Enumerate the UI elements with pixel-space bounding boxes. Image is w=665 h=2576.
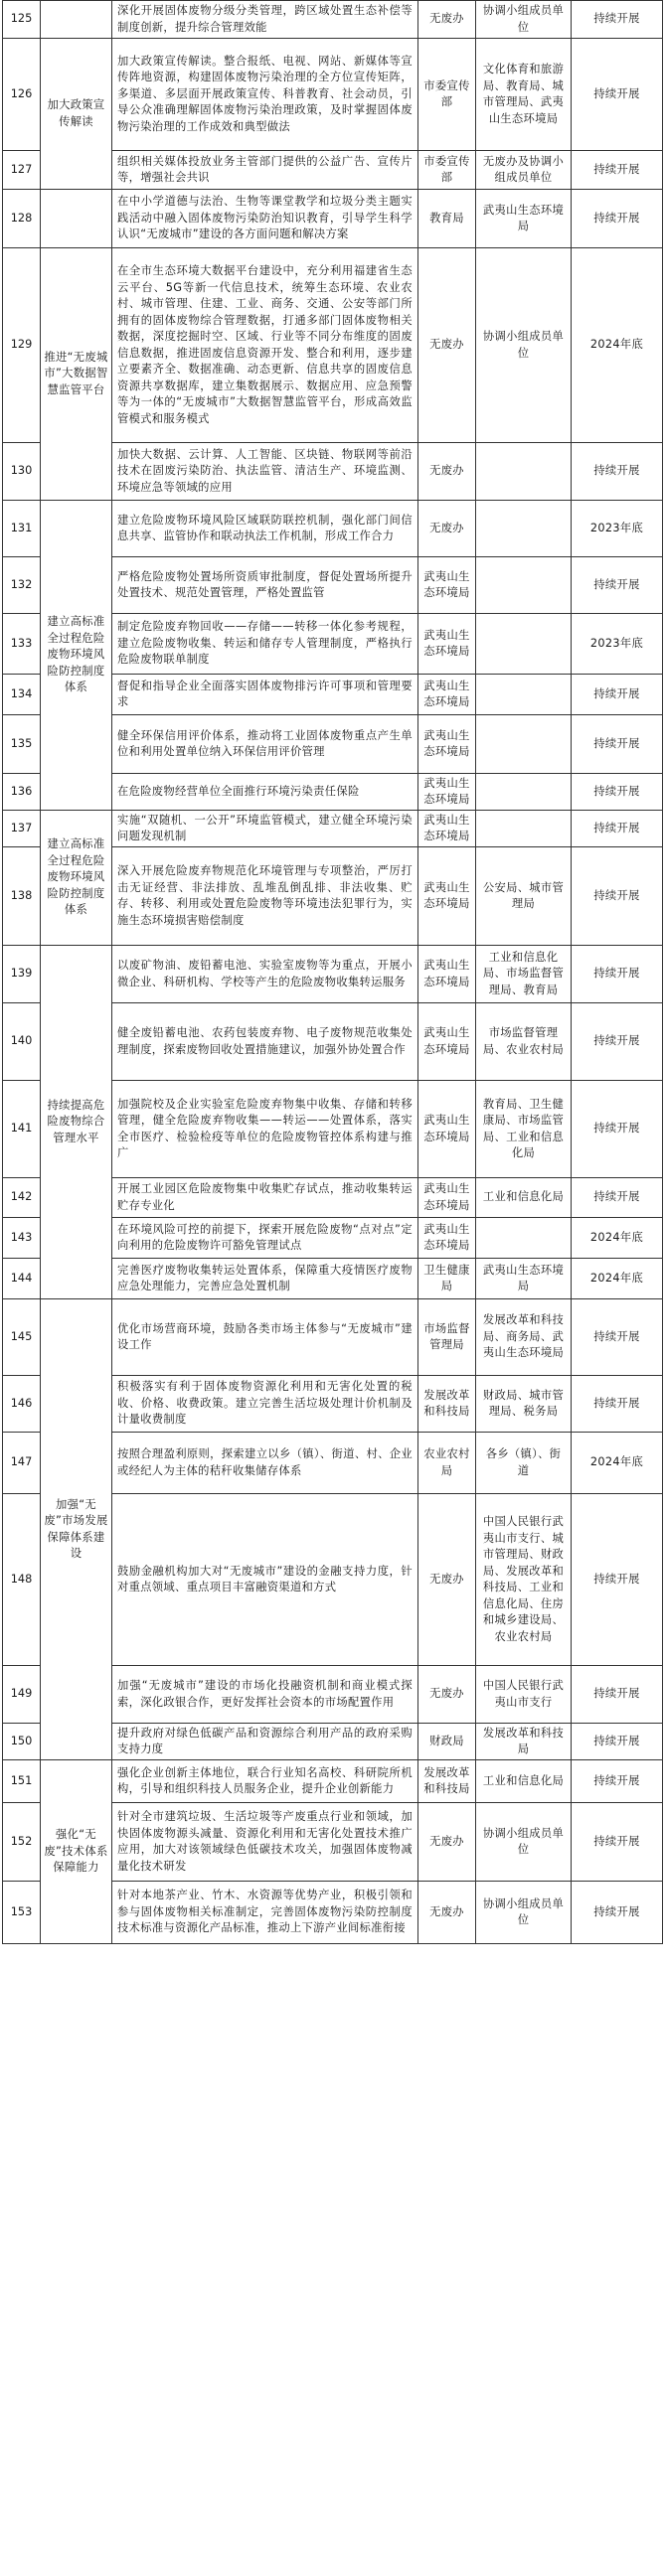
deadline: 2023年底: [572, 614, 663, 675]
cooperating-units: 工业和信息化局、市场监督管理局、教育局: [476, 946, 572, 1003]
task-description: 开展工业园区危险废物集中收集贮存试点，推动收集转运贮存专业化: [112, 1178, 418, 1218]
table-row: [3, 811, 663, 847]
lead-unit: 武夷山生态环境局: [418, 614, 476, 675]
task-category: [41, 190, 112, 248]
task-description: 健全废铅蓄电池、农药包装废弃物、电子废物规范收集处理制度，探索废物回收处置措施建议，加强外协处置合作: [112, 1003, 418, 1081]
task-description: 鼓励金融机构加大对“无废城市”建设的金融支持力度，针对重点领域、重点项目丰富融资渠道和方式: [112, 1494, 418, 1666]
table-row: [3, 248, 663, 443]
cooperating-units: [476, 557, 572, 614]
cooperating-units: 各乡（镇）、街道: [476, 1433, 572, 1494]
lead-unit: 无废办: [418, 1803, 476, 1882]
task-description: 优化市场营商环境，鼓励各类市场主体参与“无废城市”建设工作: [112, 1299, 418, 1376]
item-number: 148: [3, 1494, 41, 1666]
lead-unit: 市场监督管理局: [418, 1299, 476, 1376]
cooperating-units: 发展改革和科技局、商务局、武夷山生态环境局: [476, 1299, 572, 1376]
lead-unit: 武夷山生态环境局: [418, 1081, 476, 1178]
task-description: 加强院校及企业实验室危险废弃物集中收集、存储和转移管理，健全危险废弃物收集——转运——处置体系，落实全市医疗、检验检疫等单位的危险废物管控体系构建与推广: [112, 1081, 418, 1178]
item-number: 147: [3, 1433, 41, 1494]
deadline: 持续开展: [572, 811, 663, 847]
task-description: 加强“无废城市”建设的市场化投融资机制和商业模式探索，深化政银合作，更好发挥社会资本的市场配置作用: [112, 1666, 418, 1724]
item-number: 133: [3, 614, 41, 675]
deadline: 持续开展: [572, 1003, 663, 1081]
deadline: 持续开展: [572, 774, 663, 811]
cooperating-units: 教育局、卫生健康局、市场监管局、工业和信息化局: [476, 1081, 572, 1178]
deadline: 持续开展: [572, 1760, 663, 1803]
task-description: 在全市生态环境大数据平台建设中，充分利用福建省生态云平台、5G等新一代信息技术，统筹生态环境、农业农村、城市管理、住建、工业、商务、交通、公安等部门所拥有的固体废物综合管理数据，打通多部门固体废物相关数据，深度挖掘时空、区域、行业等不同分布维度的固废信息数据，推进固废信息资源开发、整合和利用，逐步建立要素齐全、数据准确、动态更新、信息共享的固废信息资源共享数据库，建立集数据展示、数据应用、应急预警等为一体的“无废城市”大数据智慧监管平台，形成高效监管模式和服务模式: [112, 248, 418, 443]
task-description: 深化开展固体废物分级分类管理，跨区域处置生态补偿等制度创新，提升综合管理效能: [112, 1, 418, 39]
cooperating-units: 武夷山生态环境局: [476, 190, 572, 248]
lead-unit: 武夷山生态环境局: [418, 557, 476, 614]
task-description: 在中小学道德与法治、生物等课堂教学和垃圾分类主题实践活动中融入固体废物污染防治知识教育，引导学生科学认识“无废城市”建设的各方面问题和解决方案: [112, 190, 418, 248]
table-row: [3, 39, 663, 151]
lead-unit: 武夷山生态环境局: [418, 715, 476, 774]
cooperating-units: [476, 774, 572, 811]
cooperating-units: 协调小组成员单位: [476, 1882, 572, 1944]
deadline: 持续开展: [572, 1724, 663, 1760]
lead-unit: 无废办: [418, 1, 476, 39]
item-number: 128: [3, 190, 41, 248]
lead-unit: 武夷山生态环境局: [418, 1218, 476, 1259]
task-description: 督促和指导企业全面落实固体废物排污许可事项和管理要求: [112, 675, 418, 715]
item-number: 150: [3, 1724, 41, 1760]
task-category: 强化“无废”技术体系保障能力: [41, 1760, 112, 1944]
deadline: 2024年底: [572, 1218, 663, 1259]
task-description: 实施“双随机、一公开”环境监管模式，建立健全环境污染问题发现机制: [112, 811, 418, 847]
deadline: 2024年底: [572, 1433, 663, 1494]
item-number: 137: [3, 811, 41, 847]
task-description: 针对全市建筑垃圾、生活垃圾等产废重点行业和领域，加快固体废物源头减量、资源化利用和无害化处置技术推广应用，加大对该领域绿色低碳技术攻关，加强固体废物减量化技术研发: [112, 1803, 418, 1882]
lead-unit: 财政局: [418, 1724, 476, 1760]
deadline: 持续开展: [572, 1376, 663, 1433]
lead-unit: 武夷山生态环境局: [418, 1003, 476, 1081]
deadline: 持续开展: [572, 443, 663, 501]
item-number: 135: [3, 715, 41, 774]
cooperating-units: 无废办及协调小组成员单位: [476, 151, 572, 190]
lead-unit: 无废办: [418, 501, 476, 557]
item-number: 146: [3, 1376, 41, 1433]
lead-unit: 发展改革和科技局: [418, 1376, 476, 1433]
item-number: 130: [3, 443, 41, 501]
lead-unit: 武夷山生态环境局: [418, 774, 476, 811]
cooperating-units: 协调小组成员单位: [476, 1, 572, 39]
cooperating-units: [476, 715, 572, 774]
lead-unit: 农业农村局: [418, 1433, 476, 1494]
cooperating-units: 工业和信息化局: [476, 1178, 572, 1218]
task-description: 深入开展危险废弃物规范化环境管理与专项整治，严厉打击无证经营、非法排放、乱堆乱倒乱排、非法收集、贮存、转移、利用或处置危险废物等环境违法犯罪行为，实施生态环境损害赔偿制度: [112, 847, 418, 946]
cooperating-units: 武夷山生态环境局: [476, 1259, 572, 1299]
task-description: 完善医疗废物收集转运处置体系，保障重大疫情医疗废物应急处理能力，完善应急处置机制: [112, 1259, 418, 1299]
task-description: 按照合理盈利原则，探索建立以乡（镇）、街道、村、企业或经纪人为主体的秸秆收集储存体系: [112, 1433, 418, 1494]
item-number: 151: [3, 1760, 41, 1803]
item-number: 126: [3, 39, 41, 151]
item-number: 138: [3, 847, 41, 946]
table-row: [3, 1760, 663, 1803]
cooperating-units: [476, 614, 572, 675]
cooperating-units: 协调小组成员单位: [476, 1803, 572, 1882]
task-description: 健全环保信用评价体系，推动将工业固体废物重点产生单位和利用处置单位纳入环保信用评价管理: [112, 715, 418, 774]
deadline: 持续开展: [572, 1494, 663, 1666]
deadline: 持续开展: [572, 151, 663, 190]
deadline: 持续开展: [572, 190, 663, 248]
task-description: 加大政策宣传解读。整合报纸、电视、网站、新媒体等宣传阵地资源，构建固体废物污染治理的全方位宣传矩阵，多渠道、多层面开展政策宣传、科普教育、社会动员，引导公众准确理解固体废物污染治理政策，及时掌握固体废物污染治理的工作成效和典型做法: [112, 39, 418, 151]
item-number: 142: [3, 1178, 41, 1218]
lead-unit: 武夷山生态环境局: [418, 675, 476, 715]
item-number: 140: [3, 1003, 41, 1081]
lead-unit: 发展改革和科技局: [418, 1760, 476, 1803]
task-description: 组织相关媒体投放业务主管部门提供的公益广告、宣传片等，增强社会共识: [112, 151, 418, 190]
item-number: 153: [3, 1882, 41, 1944]
task-table: [2, 0, 663, 1944]
deadline: 持续开展: [572, 1081, 663, 1178]
cooperating-units: [476, 501, 572, 557]
deadline: 持续开展: [572, 1666, 663, 1724]
deadline: 持续开展: [572, 1803, 663, 1882]
deadline: 持续开展: [572, 557, 663, 614]
task-description: 制定危险废弃物回收——存储——转移一体化参考规程，建立危险废物收集、转运和储存专人管理制度，严格执行危险废物联单制度: [112, 614, 418, 675]
item-number: 139: [3, 946, 41, 1003]
task-description: 以废矿物油、废铅蓄电池、实验室废物等为重点，开展小微企业、科研机构、学校等产生的危险废物收集转运服务: [112, 946, 418, 1003]
task-description: 建立危险废物环境风险区域联防联控机制，强化部门间信息共享、监管协作和联动执法工作机制，形成工作合力: [112, 501, 418, 557]
item-number: 145: [3, 1299, 41, 1376]
item-number: 144: [3, 1259, 41, 1299]
task-category: 建立高标准全过程危险废物环境风险防控制度体系: [41, 811, 112, 946]
task-description: 严格危险废物处置场所资质审批制度，督促处置场所提升处置技术、规范处置管理，严格处置监管: [112, 557, 418, 614]
cooperating-units: [476, 675, 572, 715]
cooperating-units: [476, 443, 572, 501]
task-category: 加强“无废”市场发展保障体系建设: [41, 1299, 112, 1760]
cooperating-units: 文化体育和旅游局、教育局、城市管理局、武夷山生态环境局: [476, 39, 572, 151]
item-number: 149: [3, 1666, 41, 1724]
cooperating-units: 协调小组成员单位: [476, 248, 572, 443]
task-description: 加快大数据、云计算、人工智能、区块链、物联网等前沿技术在固废污染防治、执法监管、清洁生产、环境监测、环境应急等领域的应用: [112, 443, 418, 501]
lead-unit: 武夷山生态环境局: [418, 1178, 476, 1218]
lead-unit: 武夷山生态环境局: [418, 847, 476, 946]
task-description: 提升政府对绿色低碳产品和资源综合利用产品的政府采购支持力度: [112, 1724, 418, 1760]
deadline: 持续开展: [572, 1882, 663, 1944]
item-number: 141: [3, 1081, 41, 1178]
lead-unit: 无废办: [418, 1666, 476, 1724]
cooperating-units: [476, 1218, 572, 1259]
cooperating-units: 发展改革和科技局: [476, 1724, 572, 1760]
table-row: [3, 1, 663, 39]
cooperating-units: 中国人民银行武夷山市支行: [476, 1666, 572, 1724]
item-number: 152: [3, 1803, 41, 1882]
deadline: 2023年底: [572, 501, 663, 557]
task-category: 建立高标准全过程危险废物环境风险防控制度体系: [41, 501, 112, 811]
item-number: 136: [3, 774, 41, 811]
task-table-body: [3, 1, 663, 1944]
lead-unit: 武夷山生态环境局: [418, 811, 476, 847]
cooperating-units: 中国人民银行武夷山市支行、城市管理局、财政局、发展改革和科技局、工业和信息化局、住房和城乡建设局、农业农村局: [476, 1494, 572, 1666]
deadline: 持续开展: [572, 1299, 663, 1376]
lead-unit: 卫生健康局: [418, 1259, 476, 1299]
cooperating-units: 公安局、城市管理局: [476, 847, 572, 946]
lead-unit: 市委宣传部: [418, 39, 476, 151]
item-number: 134: [3, 675, 41, 715]
item-number: 129: [3, 248, 41, 443]
deadline: 2024年底: [572, 1259, 663, 1299]
lead-unit: 教育局: [418, 190, 476, 248]
item-number: 132: [3, 557, 41, 614]
lead-unit: 无废办: [418, 248, 476, 443]
deadline: 持续开展: [572, 715, 663, 774]
lead-unit: 市委宣传部: [418, 151, 476, 190]
task-description: 积极落实有利于固体废物资源化利用和无害化处置的税收、价格、收费政策。建立完善生活垃圾处理计价机制及计量收费制度: [112, 1376, 418, 1433]
task-category: 持续提高危险废物综合管理水平: [41, 946, 112, 1299]
task-description: 在环境风险可控的前提下，探索开展危险废物“点对点”定向利用的危险废物许可豁免管理试点: [112, 1218, 418, 1259]
deadline: 持续开展: [572, 946, 663, 1003]
task-description: 强化企业创新主体地位，联合行业知名高校、科研院所机构，引导和组织科技人员服务企业，提升企业创新能力: [112, 1760, 418, 1803]
deadline: 持续开展: [572, 39, 663, 151]
item-number: 143: [3, 1218, 41, 1259]
deadline: 持续开展: [572, 675, 663, 715]
deadline: 2024年底: [572, 248, 663, 443]
table-row: [3, 1299, 663, 1376]
task-description: 在危险废物经营单位全面推行环境污染责任保险: [112, 774, 418, 811]
cooperating-units: 市场监督管理局、农业农村局: [476, 1003, 572, 1081]
task-description: 针对本地茶产业、竹木、水资源等优势产业，积极引领和参与固体废物相关标准制定，完善固体废物污染防控制度技术标准与资源化产品标准，推动上下游产业间标准衔接: [112, 1882, 418, 1944]
lead-unit: 无废办: [418, 443, 476, 501]
deadline: 持续开展: [572, 1178, 663, 1218]
lead-unit: 武夷山生态环境局: [418, 946, 476, 1003]
cooperating-units: 工业和信息化局: [476, 1760, 572, 1803]
lead-unit: 无废办: [418, 1494, 476, 1666]
table-row: [3, 946, 663, 1003]
task-category: 推进“无废城市”大数据智慧监管平台: [41, 248, 112, 501]
deadline: 持续开展: [572, 1, 663, 39]
task-category: [41, 1, 112, 39]
cooperating-units: [476, 811, 572, 847]
item-number: 127: [3, 151, 41, 190]
deadline: 持续开展: [572, 847, 663, 946]
lead-unit: 无废办: [418, 1882, 476, 1944]
table-row: [3, 501, 663, 557]
item-number: 125: [3, 1, 41, 39]
table-row: [3, 190, 663, 248]
item-number: 131: [3, 501, 41, 557]
cooperating-units: 财政局、城市管理局、税务局: [476, 1376, 572, 1433]
task-category: 加大政策宣传解读: [41, 39, 112, 190]
